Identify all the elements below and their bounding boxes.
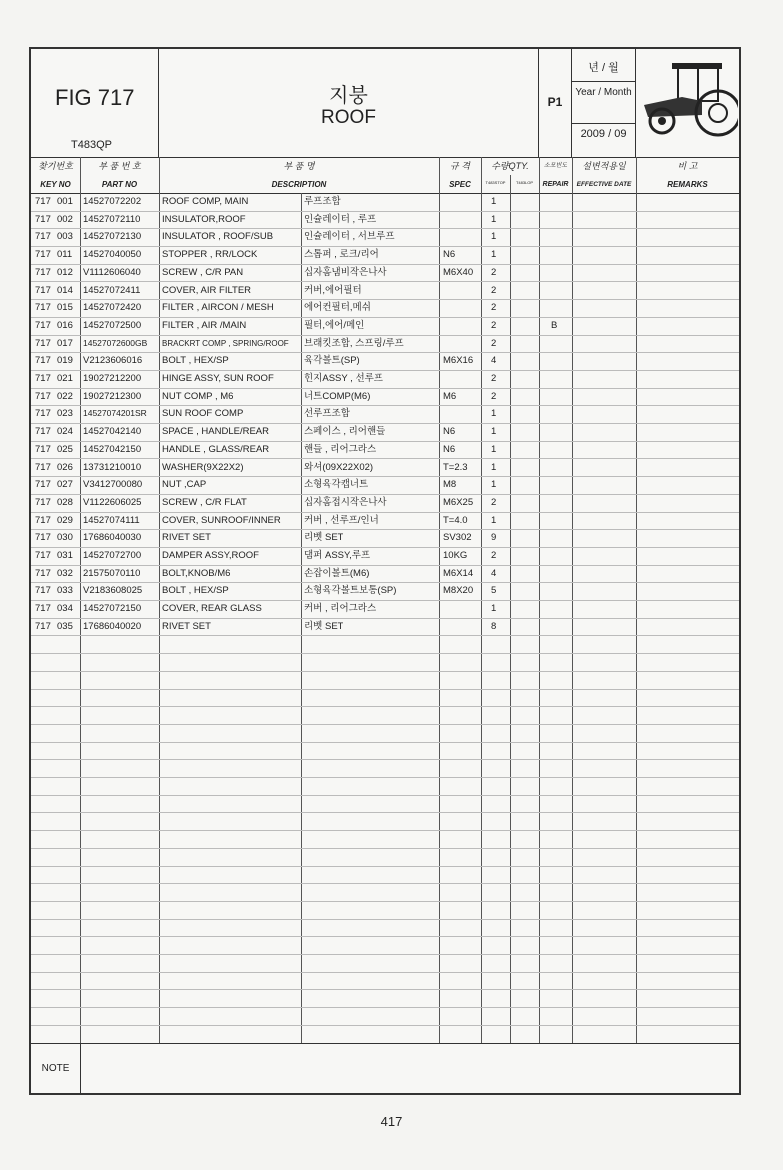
table-row (31, 830, 739, 849)
table-row (31, 600, 739, 619)
table-row (31, 529, 739, 548)
cell-key-no: 022 (57, 390, 73, 402)
cell-qty: 2 (491, 373, 497, 384)
parts-sheet (29, 47, 741, 1095)
year-month-korean: 년 / 월 (572, 59, 635, 82)
cell-qty: 2 (491, 496, 497, 508)
table-row (31, 388, 739, 407)
cell-fig: 717 (35, 585, 51, 597)
cell-description-korean: 리벳 SET (304, 620, 344, 632)
cell-key-no: 015 (57, 302, 73, 314)
cell-description-korean: 너트COMP(M6) (304, 390, 371, 402)
cell-key-no: 002 (57, 213, 73, 225)
table-row (31, 246, 739, 265)
cell-part-no: V1122606025 (83, 496, 142, 508)
cell-part-no: 14527072700 (83, 550, 142, 561)
table-row (31, 317, 739, 336)
cell-spec: M6X40 (443, 266, 474, 278)
cell-fig: 717 (35, 532, 51, 544)
cell-fig: 717 (35, 461, 51, 473)
cell-part-no: 14527072150 (83, 603, 142, 615)
cell-part-no: 14527072600GB (83, 337, 148, 348)
table-row (31, 954, 739, 973)
cell-key-no: 014 (57, 284, 73, 296)
cell-description: HANDLE , GLASS/REAR (162, 443, 270, 455)
table-row (31, 512, 739, 531)
table-row (31, 777, 739, 796)
cell-description-korean: 댐퍼 ASSY,루프 (304, 550, 371, 561)
cell-qty: 1 (491, 231, 497, 243)
page-cell (539, 49, 572, 157)
year-month-cell (572, 49, 636, 157)
model-number: T483QP (71, 139, 112, 151)
figure-number: FIG 717 (55, 85, 135, 110)
cell-description: RIVET SET (162, 620, 211, 632)
cell-part-no: V2123606016 (83, 355, 143, 367)
cell-qty: 2 (491, 319, 497, 331)
cell-part-no: V3412700080 (83, 479, 143, 491)
cell-qty: 8 (491, 620, 497, 632)
cell-description: FILTER , AIRCON / MESH (162, 302, 274, 314)
cell-fig: 717 (35, 284, 51, 296)
cell-spec: N6 (443, 443, 456, 455)
table-row (31, 1007, 739, 1026)
cell-spec: M6 (443, 390, 457, 402)
cell-spec: 10KG (443, 550, 468, 561)
table-row (31, 459, 739, 478)
table-row (31, 211, 739, 230)
sheet-page: P1 (547, 95, 563, 109)
cell-part-no: 14527072411 (83, 284, 141, 296)
cell-description-korean: 에어컨필터,메쉬 (304, 302, 371, 314)
cell-description-korean: 리벳 SET (304, 532, 344, 544)
cell-description: COVER, AIR FILTER (162, 284, 252, 296)
table-row (31, 724, 739, 743)
cell-description: DAMPER ASSY,ROOF (162, 550, 259, 561)
cell-part-no: 14527072202 (83, 196, 142, 207)
cell-description-korean: 소형육각캡너트 (304, 479, 369, 491)
cell-description: NUT COMP , M6 (162, 390, 234, 402)
cell-description-korean: 인슐레이터 , 서브루프 (304, 231, 395, 243)
cell-fig: 717 (35, 213, 51, 225)
cell-fig: 717 (35, 319, 51, 331)
table-row (31, 228, 739, 247)
cell-description-korean: 브래킷조합, 스프링/루프 (304, 337, 404, 349)
cell-part-no: 14527072130 (83, 231, 142, 243)
cell-key-no: 028 (57, 496, 73, 508)
cell-fig: 717 (35, 426, 51, 438)
table-row (31, 901, 739, 920)
cell-description: COVER, REAR GLASS (162, 603, 262, 615)
cell-description: STOPPER , RR/LOCK (162, 249, 258, 261)
table-row (31, 742, 739, 761)
cell-description-korean: 커버,에어필터 (304, 284, 362, 296)
parts-table (31, 193, 739, 1043)
year-month-label: Year / Month (575, 87, 632, 98)
table-row (31, 335, 739, 354)
cell-part-no: 14527072110 (83, 213, 141, 225)
page-number: 417 (380, 1114, 403, 1129)
cell-key-no: 017 (57, 337, 73, 349)
cell-qty: 1 (491, 461, 497, 473)
cell-description-korean: 힌지ASSY , 선루프 (304, 373, 383, 384)
table-row (31, 972, 739, 991)
cell-spec: SV302 (443, 532, 472, 544)
cell-description: ROOF COMP, MAIN (162, 196, 249, 207)
cell-key-no: 033 (57, 585, 73, 597)
cell-qty: 1 (491, 443, 497, 455)
cell-description: FILTER , AIR /MAIN (162, 319, 247, 331)
col-qty: 수량QTY. (491, 161, 529, 171)
cell-description: HINGE ASSY, SUN ROOF (162, 373, 274, 384)
note-section (31, 1043, 739, 1094)
tractor-cell (636, 49, 739, 157)
cell-spec: T=4.0 (443, 514, 468, 526)
cell-spec: M6X16 (443, 355, 474, 367)
cell-key-no: 027 (57, 479, 73, 491)
cell-qty: 1 (491, 249, 497, 261)
cell-qty: 1 (491, 196, 497, 207)
cell-fig: 717 (35, 302, 51, 314)
cell-part-no: 17686040030 (83, 532, 142, 544)
cell-description: SPACE , HANDLE/REAR (162, 426, 269, 438)
cell-description-korean: 스페이스 , 리어핸들 (304, 426, 386, 438)
table-row (31, 193, 739, 212)
cell-repair: B (551, 319, 558, 331)
table-row (31, 671, 739, 690)
table-row (31, 264, 739, 283)
cell-fig: 717 (35, 567, 51, 579)
cell-description-korean: 스톱퍼 , 로크/리어 (304, 249, 379, 261)
cell-description: NUT ,CAP (162, 479, 207, 491)
cell-qty: 2 (491, 337, 497, 349)
table-row (31, 990, 739, 1009)
cell-description: BOLT,KNOB/M6 (162, 567, 231, 579)
table-row (31, 883, 739, 902)
table-row (31, 919, 739, 938)
cell-key-no: 021 (57, 373, 73, 384)
table-row (31, 706, 739, 725)
cell-key-no: 019 (57, 355, 73, 367)
cell-spec: N6 (443, 426, 456, 438)
cell-qty: 4 (491, 567, 497, 579)
cell-qty: 2 (491, 284, 497, 296)
table-row (31, 936, 739, 955)
cell-fig: 717 (35, 550, 51, 561)
cell-qty: 2 (491, 390, 497, 402)
cell-spec: M8 (443, 479, 457, 491)
cell-description-korean: 선루프조합 (304, 408, 350, 420)
cell-description-korean: 인슐레이터 , 루프 (304, 213, 377, 225)
cell-spec: M6X14 (443, 567, 474, 579)
cell-description-korean: 십자홈냄비작은나사 (304, 266, 387, 278)
cell-description: WASHER(9X22X2) (162, 461, 244, 473)
col-part-no: 부 품 번 호 PART NO (98, 161, 141, 189)
table-row (31, 653, 739, 672)
table-row (31, 582, 739, 601)
cell-key-no: 035 (57, 620, 73, 632)
cell-qty: 5 (491, 585, 497, 597)
col-spec: 규 격 SPEC (449, 161, 471, 189)
cell-fig: 717 (35, 355, 51, 367)
col-remarks: 비 고 REMARKS (667, 161, 708, 189)
cell-fig: 717 (35, 196, 51, 207)
cell-description: SCREW , C/R FLAT (162, 496, 247, 508)
cell-part-no: 13731210010 (83, 461, 142, 473)
table-row (31, 494, 739, 513)
cell-fig: 717 (35, 266, 51, 278)
fig-cell (31, 49, 159, 157)
table-row (31, 866, 739, 885)
cell-fig: 717 (35, 514, 51, 526)
cell-part-no: 14527072500 (83, 319, 142, 331)
table-row (31, 405, 739, 424)
title-korean: 지붕 (329, 85, 368, 107)
tractor-icon (642, 61, 738, 141)
cell-qty: 2 (491, 550, 497, 561)
col-description: 부 품 명 DESCRIPTION (271, 161, 327, 189)
col-key-no: 찾기번호 KEY NO (38, 161, 73, 189)
cell-part-no: 14527072420 (83, 302, 142, 314)
cell-part-no: 19027212300 (83, 390, 142, 402)
cell-key-no: 001 (57, 196, 73, 207)
cell-fig: 717 (35, 603, 51, 615)
cell-key-no: 030 (57, 532, 73, 544)
cell-part-no: 14527040050 (83, 249, 142, 261)
cell-fig: 717 (35, 373, 51, 384)
cell-qty: 2 (491, 302, 497, 314)
cell-description: INSULATOR,ROOF (162, 213, 246, 225)
cell-fig: 717 (35, 443, 51, 455)
title-cell (159, 49, 539, 157)
cell-qty: 4 (491, 355, 497, 367)
table-row (31, 441, 739, 460)
cell-description: COVER, SUNROOF/INNER (162, 514, 281, 526)
cell-description-korean: 소형육각볼트보통(SP) (304, 585, 397, 597)
cell-description-korean: 루프조합 (304, 196, 341, 207)
revision-date: 2009 / 09 (572, 123, 635, 140)
table-row (31, 299, 739, 318)
cell-description: BOLT , HEX/SP (162, 355, 229, 367)
cell-part-no: V2183608025 (83, 585, 143, 597)
table-row (31, 282, 739, 301)
cell-key-no: 029 (57, 514, 73, 526)
cell-part-no: 14527042140 (83, 426, 142, 438)
table-row (31, 636, 739, 655)
title-english: ROOF (321, 107, 376, 128)
cell-qty: 9 (491, 532, 497, 544)
cell-description-korean: 와셔(09X22X02) (304, 461, 374, 473)
cell-description-korean: 필터,에어/메인 (304, 319, 365, 331)
cell-description-korean: 핸들 , 리어그라스 (304, 443, 377, 455)
cell-fig: 717 (35, 496, 51, 508)
col-effective-date: 설변적용일 EFFECTIVE DATE (576, 161, 632, 188)
cell-part-no: 14527042150 (83, 443, 142, 455)
table-row (31, 618, 739, 637)
cell-description-korean: 커버 , 선루프/인너 (304, 514, 379, 526)
table-row (31, 547, 739, 566)
cell-part-no: 17686040020 (83, 620, 142, 632)
sheet-header (31, 49, 739, 158)
cell-key-no: 011 (57, 249, 73, 261)
cell-key-no: 025 (57, 443, 73, 455)
cell-qty: 1 (491, 213, 497, 225)
cell-qty: 1 (491, 603, 497, 615)
cell-part-no: V1112606040 (83, 266, 141, 278)
column-header-row (31, 157, 739, 194)
cell-key-no: 023 (57, 408, 73, 420)
cell-description: BRACKRT COMP , SPRING/ROOF (162, 338, 289, 348)
cell-qty: 2 (491, 266, 497, 278)
cell-fig: 717 (35, 408, 51, 420)
cell-part-no: 14527074111 (83, 514, 140, 526)
table-row (31, 370, 739, 389)
cell-description: RIVET SET (162, 532, 211, 544)
cell-part-no: 21575070110 (83, 567, 141, 579)
table-row (31, 813, 739, 832)
table-row (31, 689, 739, 708)
cell-key-no: 026 (57, 461, 73, 473)
table-row (31, 759, 739, 778)
table-row (31, 848, 739, 867)
cell-spec: N6 (443, 249, 456, 261)
cell-fig: 717 (35, 231, 51, 243)
cell-spec: M8X20 (443, 585, 474, 597)
cell-part-no: 19027212200 (83, 373, 142, 384)
cell-key-no: 003 (57, 231, 73, 243)
cell-description: BOLT , HEX/SP (162, 585, 229, 597)
cell-key-no: 016 (57, 319, 73, 331)
table-row (31, 476, 739, 495)
table-row (31, 795, 739, 814)
cell-key-no: 024 (57, 426, 73, 438)
cell-qty: 1 (491, 514, 497, 526)
note-label: NOTE (31, 1044, 81, 1094)
cell-qty: 1 (491, 408, 497, 420)
col-repair: 소모빈도 REPAIR (542, 163, 569, 188)
cell-spec: T=2.3 (443, 461, 468, 473)
cell-fig: 717 (35, 479, 51, 491)
col-qty-b: T483LOP (515, 180, 534, 185)
cell-key-no: 031 (57, 550, 73, 561)
table-row (31, 565, 739, 584)
cell-qty: 1 (491, 426, 497, 438)
cell-spec: M6X25 (443, 496, 474, 508)
cell-description-korean: 육각볼트(SP) (304, 355, 360, 367)
table-row (31, 352, 739, 371)
cell-description: SCREW , C/R PAN (162, 266, 244, 278)
col-qty-a: T483STOP (485, 180, 506, 185)
cell-qty: 1 (491, 479, 497, 491)
cell-description: INSULATOR , ROOF/SUB (162, 231, 274, 243)
cell-key-no: 034 (57, 603, 73, 615)
table-row (31, 1025, 739, 1044)
cell-fig: 717 (35, 390, 51, 402)
cell-fig: 717 (35, 249, 51, 261)
cell-description-korean: 손잡이볼트(M6) (304, 567, 370, 579)
table-row (31, 423, 739, 442)
cell-part-no: 14527074201SR (83, 408, 147, 419)
cell-description-korean: 커버 , 리어그라스 (304, 603, 377, 615)
cell-description-korean: 십자홈접시작은나사 (304, 496, 387, 508)
cell-fig: 717 (35, 620, 51, 632)
cell-fig: 717 (35, 337, 51, 349)
cell-key-no: 032 (57, 567, 73, 579)
cell-key-no: 012 (57, 266, 73, 278)
cell-description: SUN ROOF COMP (162, 408, 244, 420)
